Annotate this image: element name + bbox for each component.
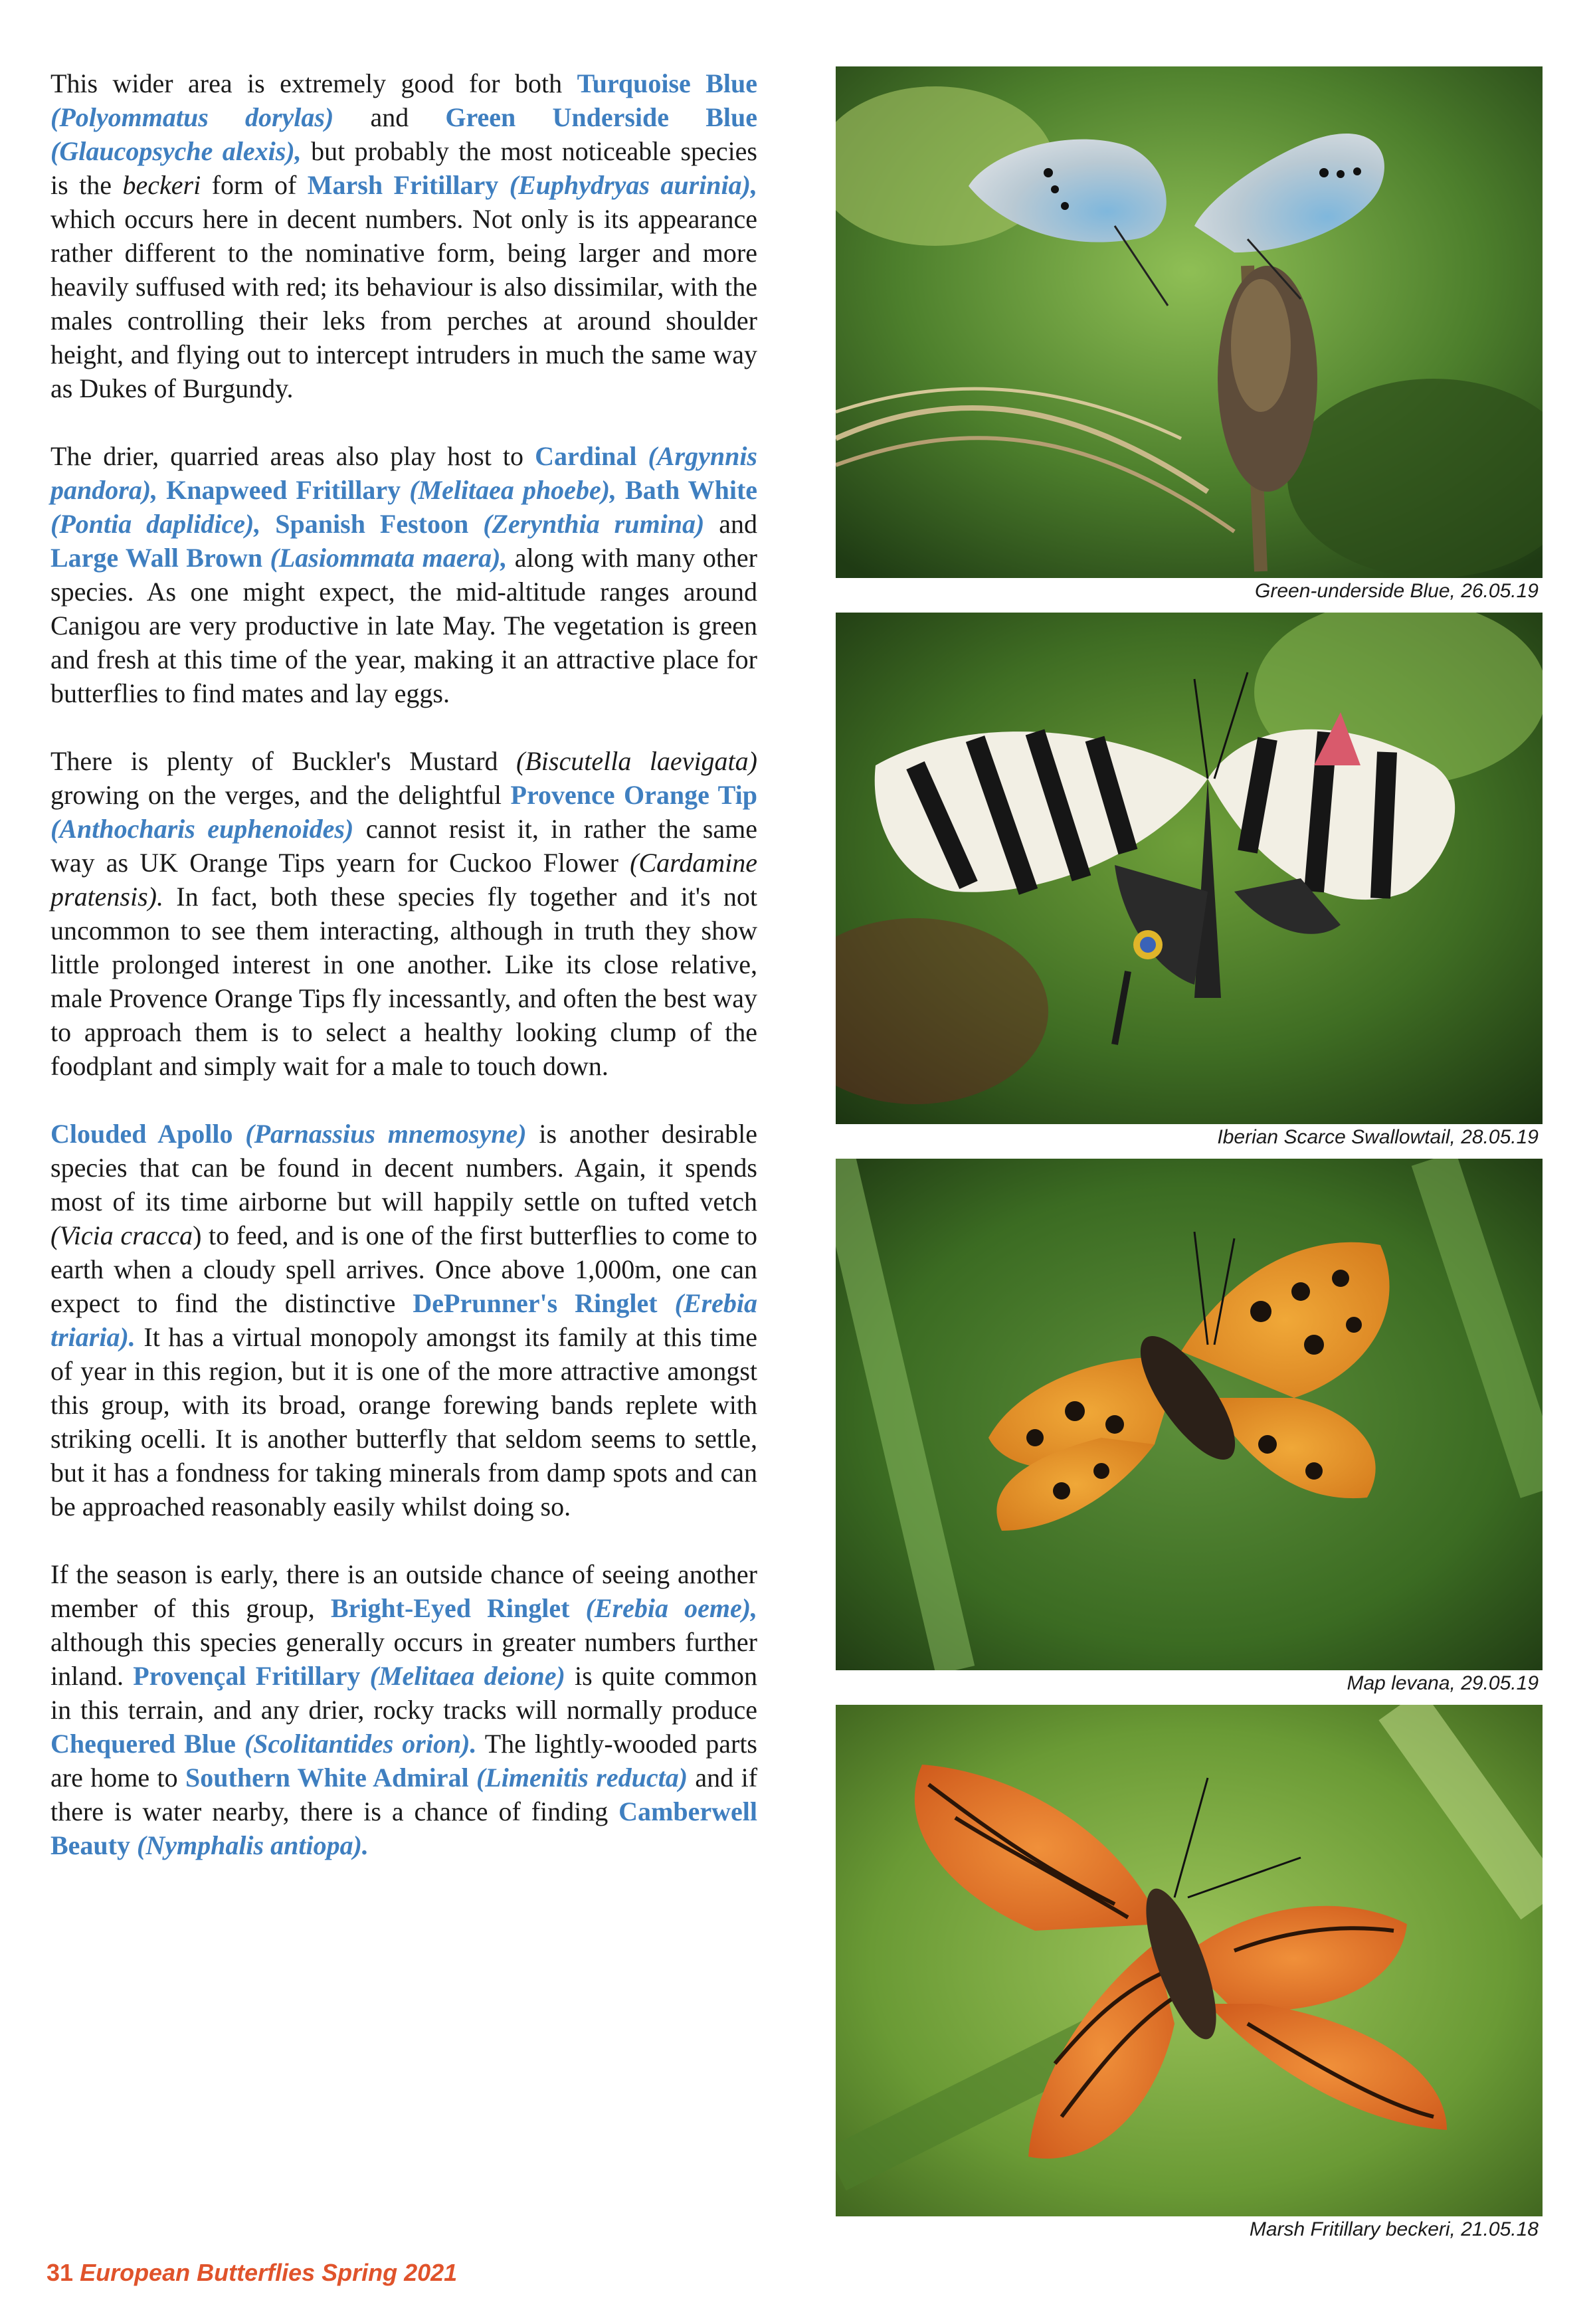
scientific-name: (Polyommatus dorylas) <box>50 102 334 132</box>
species-name: Provence Orange Tip <box>510 780 757 810</box>
species-name: Cardinal <box>535 441 637 471</box>
marsh-fritillary-icon <box>836 1705 1543 2216</box>
species-name: Marsh Fritillary <box>307 170 499 200</box>
text: and <box>333 102 446 132</box>
scientific-name: (Parnassius mnemosyne) <box>245 1119 527 1149</box>
scientific-name: (Zerynthia rumina) <box>483 509 705 539</box>
species-name: Knapweed Fritillary <box>166 475 401 505</box>
scientific-name: (Nymphalis antiopa). <box>137 1830 369 1860</box>
scientific-name: (Melitaea deione) <box>369 1661 565 1691</box>
scientific-name: (Pontia daplidice), <box>50 509 261 539</box>
species-name: Clouded Apollo <box>50 1119 233 1149</box>
species-name: DePrunner's Ringlet <box>413 1288 658 1318</box>
photo-caption: Map levana, 29.05.19 <box>1347 1672 1539 1694</box>
scientific-name: (Glaucopsyche alexis), <box>50 136 302 166</box>
scientific-name: (Erebia triaria). <box>50 1288 758 1352</box>
map-butterfly-photo <box>836 1159 1543 1670</box>
species-name: Bath White <box>625 475 758 505</box>
text: If the season is early, there is an outside chance of seeing another member of this group, <box>50 1559 757 1623</box>
photo-column <box>836 66 1543 2243</box>
species-name: Bright-Eyed Ringlet <box>330 1593 570 1623</box>
species-name: Spanish Festoon <box>275 509 469 539</box>
italic-term: (Biscutella laevigata) <box>516 746 757 776</box>
text: This wider area is extremely good for both <box>50 68 577 98</box>
text: but probably the most noticeable species is the <box>50 136 758 200</box>
species-name: Southern White Admiral <box>185 1763 469 1792</box>
species-name: Green Underside Blue <box>445 102 757 132</box>
scientific-name: (Anthocharis euphenoides) <box>50 814 354 844</box>
green-underside-blue-photo <box>836 66 1543 578</box>
text: There is plenty of Buckler's Mustard <box>50 746 517 776</box>
paragraph-3 <box>50 744 757 1083</box>
paragraph-5 <box>50 1557 757 1862</box>
italic-term: (Cardamine pratensis). <box>50 848 757 912</box>
marsh-fritillary-photo <box>836 1705 1543 2216</box>
photo-caption: Marsh Fritillary beckeri, 21.05.18 <box>1249 2218 1539 2240</box>
text: In fact, both these species fly together and it's not uncommon to see them interacting, although in truth they show little prolonged interest in one another. Like its close relative, male Provence Orange Tips fly incessantly, and often the best way to approach them is to select a healthy looking clump of the foodplant and simply wait for a male to touch down. <box>50 882 757 1081</box>
paragraph-4 <box>50 1117 757 1523</box>
text: The drier, quarried areas also play host to <box>50 441 535 471</box>
text: is quite common in this terrain, and any drier, rocky tracks will normally produce <box>50 1661 758 1725</box>
iberian-scarce-swallowtail-photo <box>836 613 1543 1124</box>
text: and <box>704 509 757 539</box>
green-underside-blue-icon <box>836 66 1543 578</box>
scientific-name: (Erebia oeme), <box>585 1593 758 1623</box>
article-body <box>50 66 757 1896</box>
scientific-name: (Lasiommata maera), <box>270 543 508 573</box>
paragraph-2 <box>50 439 757 710</box>
photo-caption: Iberian Scarce Swallowtail, 28.05.19 <box>1217 1126 1539 1148</box>
photo-caption: Green-underside Blue, 26.05.19 <box>1255 580 1539 602</box>
text: cannot resist it, in rather the same way as UK Orange Tips yearn for Cuckoo Flower <box>50 814 757 878</box>
species-name: Provençal Fritillary <box>133 1661 361 1691</box>
scientific-name: (Melitaea phoebe), <box>409 475 617 505</box>
paragraph-1 <box>50 66 757 405</box>
text: although this species generally occurs in greater numbers further inland. <box>50 1627 757 1691</box>
species-name: Camberwell Beauty <box>50 1796 757 1860</box>
iberian-scarce-swallowtail-icon <box>836 613 1543 1124</box>
text: The lightly-wooded parts are home to <box>50 1729 757 1792</box>
text: ) to feed, and is one of the first butterflies to come to earth when a cloudy spell arrives. Once above 1,000m, one can expect to find the distinctive <box>50 1220 757 1318</box>
species-name: Large Wall Brown <box>50 543 263 573</box>
map-butterfly-icon <box>836 1159 1543 1670</box>
magazine-name: European Butterflies Spring 2021 <box>80 2259 458 2286</box>
italic-term: (Vicia cracca <box>50 1220 193 1250</box>
scientific-name: (Euphydryas aurinia), <box>509 170 757 200</box>
text: and if there is water nearby, there is a chance of finding <box>50 1763 758 1826</box>
scientific-name: (Limenitis reducta) <box>476 1763 688 1792</box>
text: along with many other species. As one might expect, the mid-altitude ranges around Canigou are very productive in late May. The vegetation is green and fresh at this time of the year, making it an attractive place for butterflies to find mates and lay eggs. <box>50 543 758 708</box>
text: is another desirable species that can be found in decent numbers. Again, it spends most of its time airborne but will happily settle on tufted vetch <box>50 1119 757 1216</box>
scientific-name: (Scolitantides orion). <box>244 1729 477 1759</box>
text: It has a virtual monopoly amongst its family at this time of year in this region, but it is one of the more attractive amongst this group, with its broad, orange forewing bands replete with striking ocelli. It is another butterfly that seldom seems to settle, but it has a fondness for taking minerals from damp spots and can be approached reasonably easily whilst doing so. <box>50 1322 757 1521</box>
scientific-name: (Argynnis pandora), <box>50 441 757 505</box>
italic-term: beckeri <box>122 170 201 200</box>
text: which occurs here in decent numbers. Not only is its appearance rather different to the nominative form, being larger and more heavily suffused with red; its behaviour is also dissimilar, with the males controlling their leks from perches at around shoulder height, and flying out to intercept intruders in much the same way as Dukes of Burgundy. <box>50 204 757 403</box>
species-name: Chequered Blue <box>50 1729 236 1759</box>
text: growing on the verges, and the delightful <box>50 780 511 810</box>
species-name: Turquoise Blue <box>577 68 757 98</box>
page-number: 31 <box>47 2259 74 2286</box>
page-footer <box>47 2259 457 2287</box>
text: form of <box>201 170 308 200</box>
